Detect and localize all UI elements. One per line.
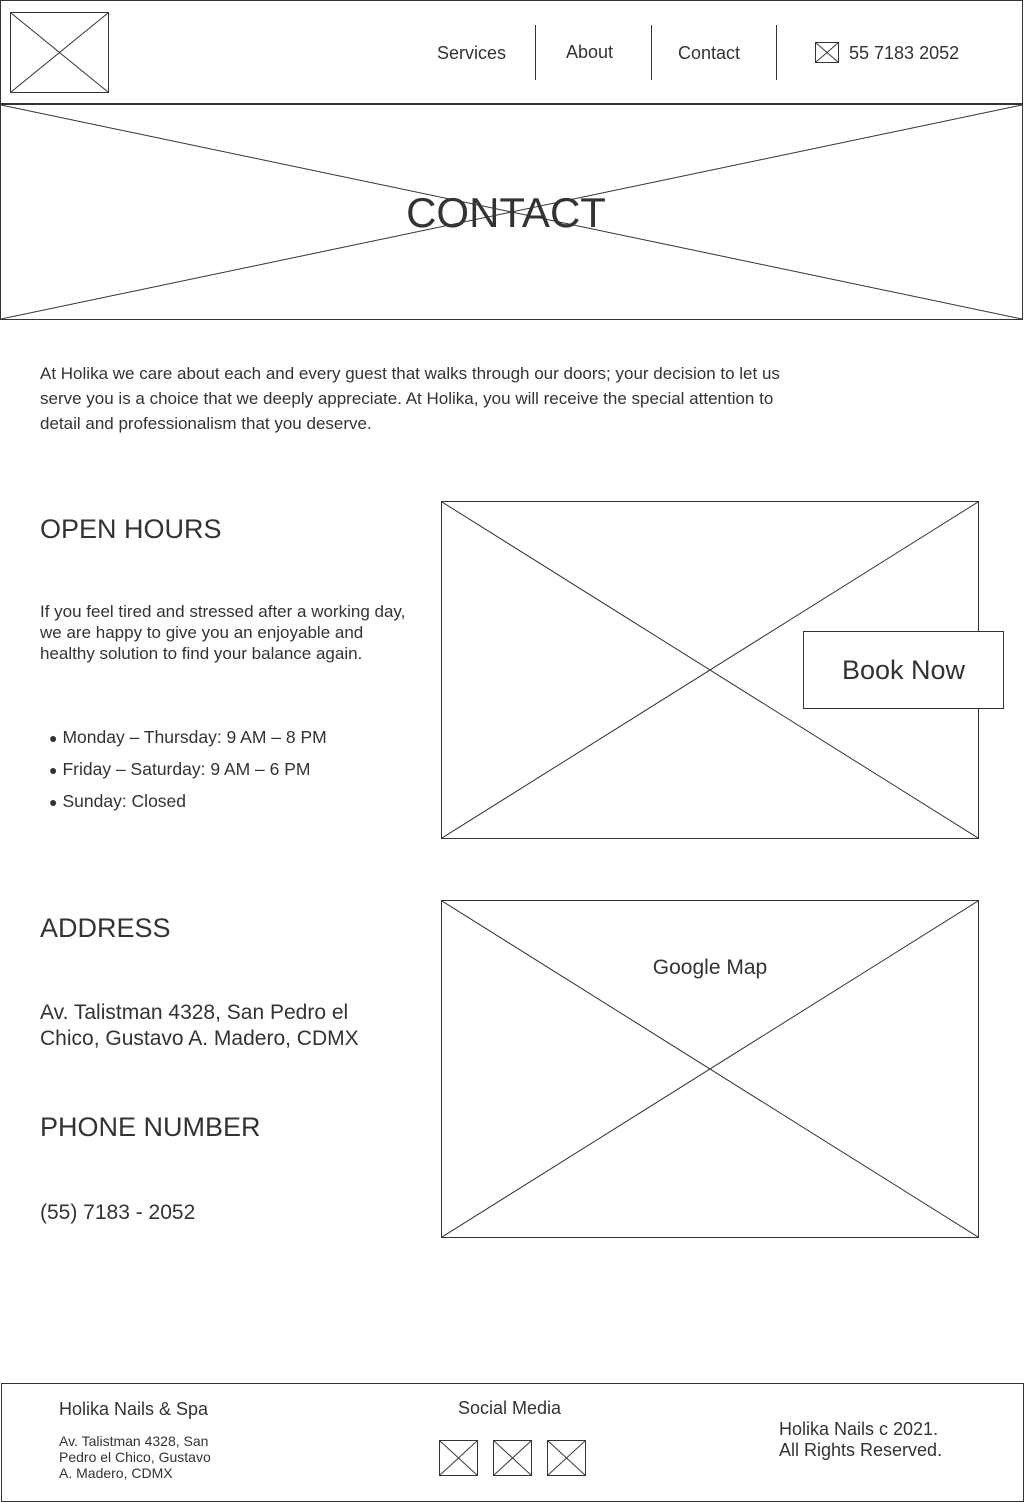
book-now-button[interactable] (803, 631, 1004, 709)
nav-contact[interactable]: Contact (678, 43, 741, 63)
phone-value[interactable]: (55) 7183 - 2052 (40, 1201, 196, 1224)
footer-brand: Holika Nails & Spa (59, 1399, 209, 1419)
list-item: ● Friday – Saturday: 9 AM – 6 PM (49, 759, 311, 779)
hours-list (49, 725, 327, 821)
social-media-title: Social Media (458, 1398, 562, 1418)
social-icon-2[interactable] (493, 1440, 532, 1476)
intro-text: At Holika we care about each and every guest that walks through our doors; your decision to let us serve you is a choice that we deeply appreciate. At Holika, you will receive the special attention to detail and professionalism that you deserve. (40, 364, 780, 433)
nav-about[interactable]: About (566, 42, 614, 62)
list-item: ● Sunday: Closed (49, 791, 187, 811)
social-icon-3[interactable] (547, 1440, 586, 1476)
phone-heading: PHONE NUMBER (40, 1112, 261, 1142)
copyright-line: Holika Nails c 2021. (779, 1419, 939, 1439)
footer-address: Av. Talistman 4328, San Pedro el Chico, Gustavo A. Madero, CDMX (59, 1433, 211, 1481)
page-title: CONTACT (406, 189, 606, 236)
bullet: ● (49, 794, 58, 810)
bullet: ● (49, 730, 58, 746)
list-item: ● Monday – Thursday: 9 AM – 8 PM (49, 727, 327, 747)
rights-line: All Rights Reserved. (779, 1440, 943, 1460)
google-map-label: Google Map (652, 956, 768, 979)
bullet: ● (49, 762, 58, 778)
nav-divider (776, 25, 777, 80)
nav-divider (535, 25, 536, 80)
google-map-placeholder[interactable] (441, 900, 979, 1238)
header-phone[interactable]: 55 7183 2052 (849, 43, 960, 63)
open-hours-heading: OPEN HOURS (40, 514, 222, 544)
book-now-label: Book Now (841, 655, 966, 685)
hours-description: If you feel tired and stressed after a working day, we are happy to give you an enjoyable and healthy solution to find your balance again. (40, 602, 406, 663)
nav-services[interactable]: Services (437, 43, 507, 63)
address-heading: ADDRESS (40, 913, 171, 943)
address-text: Av. Talistman 4328, San Pedro el Chico, Gustavo A. Madero, CDMX (40, 1001, 359, 1050)
social-icon-1[interactable] (439, 1440, 478, 1476)
nav-divider (651, 25, 652, 80)
phone-placeholder-icon (815, 42, 839, 63)
footer-copyright (779, 1419, 942, 1461)
logo-placeholder-icon[interactable] (10, 12, 109, 93)
